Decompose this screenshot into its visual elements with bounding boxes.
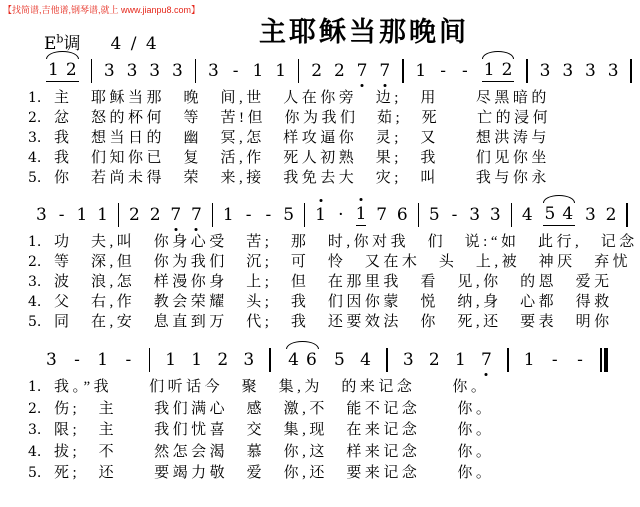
verse-number: 1.: [28, 234, 42, 250]
verse-text: 忿 怒的杯何 等 苦!但 你为我们 茹; 死 亡的浸何: [54, 110, 552, 126]
note: 3: [585, 61, 596, 81]
key-letter: E: [44, 34, 57, 54]
barline: [626, 203, 628, 227]
verse-number: 2.: [28, 400, 42, 417]
note: 2: [149, 205, 161, 225]
verse-text: 伤; 主 我们满心 感 激,不 能不记念 你。: [54, 400, 495, 417]
note: 4: [562, 204, 574, 224]
final-barline-thick: [604, 348, 608, 372]
note: 2: [65, 60, 77, 80]
note: 5: [428, 205, 440, 225]
note: 3: [103, 61, 115, 81]
barline: [195, 59, 197, 83]
verse-text: 我。”我 们听话今 聚 集,为 的来记念 你。: [54, 379, 490, 395]
music-line-3: [46, 343, 608, 377]
verse-text: 死; 还 要竭力敬 爱 你,还 要来记念 你。: [54, 465, 495, 481]
note: 3: [171, 61, 183, 81]
slur-group: [543, 204, 576, 226]
lyric-line: [28, 168, 551, 188]
lyric-line: [28, 108, 551, 128]
lyrics-system-2: [28, 232, 638, 332]
flat-accidental: b: [56, 32, 64, 46]
verse-text: 同 在,安 息直到万 代; 我 还要效法 你 死,还 要表 明你: [54, 314, 613, 330]
verse-text: 功 夫,叫 你身心受 苦; 那 时,你对我 们 说:“如 此行, 记念: [54, 234, 638, 250]
slur-group: [286, 350, 319, 370]
note: 6: [396, 205, 408, 225]
lyric-line: [28, 420, 494, 442]
barline: [402, 59, 404, 83]
note: -: [462, 61, 468, 81]
note: 2: [311, 61, 323, 81]
barline: [418, 203, 420, 227]
note: 3: [562, 61, 574, 81]
note: 5: [544, 204, 556, 224]
note: 3: [46, 350, 57, 370]
note: 3: [539, 61, 551, 81]
note: 1: [76, 205, 88, 225]
verse-number: 5.: [28, 314, 42, 330]
verse-number: 2.: [28, 110, 42, 126]
barline: [118, 203, 120, 227]
note: 5: [283, 205, 295, 225]
lyric-line: [28, 232, 638, 252]
note-high-octave: 1: [315, 205, 326, 225]
barline: [298, 59, 300, 83]
note: 3: [607, 61, 619, 81]
watermark-text: 【找简谱,吉他谱,钢琴谱,就上 www.jianpu8.com】: [3, 5, 201, 15]
note: 1: [165, 350, 177, 370]
note: 4: [288, 350, 299, 370]
note: 1: [483, 60, 495, 80]
barline: [507, 348, 509, 372]
note-low-octave: 7: [356, 61, 368, 81]
note: 2: [333, 61, 345, 81]
verse-number: 3.: [28, 274, 42, 290]
note: -: [551, 350, 558, 370]
note: 3: [207, 61, 219, 81]
key-suffix: 调: [63, 34, 81, 54]
note: 1: [275, 61, 287, 81]
note: -: [265, 205, 272, 225]
verse-text: 等 深,但 你为我们 沉; 可 怜 又在木 头 上,被 神厌 弃忧: [54, 254, 632, 270]
note: 3: [149, 61, 161, 81]
verse-number: 2.: [28, 254, 42, 270]
music-line-2: [36, 198, 628, 232]
verse-number: 4.: [28, 443, 42, 460]
note: 2: [428, 350, 440, 370]
note: 7: [376, 205, 388, 225]
note: 1: [191, 350, 203, 370]
verse-number: 3.: [28, 130, 42, 146]
note: 6: [305, 350, 317, 370]
note: 2: [605, 205, 617, 225]
note: -: [440, 61, 446, 81]
lyric-line: [28, 88, 551, 108]
verse-number: 1.: [28, 379, 42, 395]
time-signature: 4 / 4: [110, 34, 159, 54]
barline: [269, 348, 271, 372]
verse-number: 1.: [28, 90, 42, 106]
note: 5: [334, 350, 345, 370]
note: -: [58, 205, 65, 225]
barline: [212, 203, 214, 227]
note: 3: [243, 350, 255, 370]
note: 1: [97, 350, 109, 370]
barline: [630, 59, 632, 83]
verse-number: 5.: [28, 465, 42, 481]
note: 2: [501, 60, 513, 80]
note: 3: [126, 61, 138, 81]
verse-text: 拔; 不 然怎会渴 慕 你,这 样来记念 你。: [54, 443, 495, 460]
note: -: [577, 350, 583, 370]
note-high-octave: 1: [355, 204, 367, 224]
note: 1: [48, 60, 59, 80]
note: 3: [36, 205, 47, 225]
barline: [386, 348, 388, 372]
note: -: [451, 205, 458, 225]
final-barline-thin: [600, 348, 602, 372]
lyrics-system-1: [28, 88, 551, 188]
barline: [304, 203, 306, 227]
verse-text: 波 浪,怎 样漫你身 上; 但 在那里我 看 见,你 的恩 爱无: [54, 274, 613, 290]
note: 1: [252, 61, 264, 81]
page-title: 主耶稣当那晚间: [259, 17, 469, 47]
note: 3: [584, 205, 596, 225]
final-barline: [600, 348, 608, 372]
note: 3: [469, 205, 481, 225]
lyric-line: [28, 272, 638, 292]
lyric-line: [28, 312, 638, 332]
note-low-octave: 7: [190, 205, 202, 225]
note: -: [74, 350, 80, 370]
note-low-octave: 7: [379, 61, 391, 81]
slur-group: [46, 60, 79, 82]
verse-number: 4.: [28, 294, 42, 310]
barline: [91, 59, 93, 83]
lyrics-system-3: [28, 377, 494, 485]
lyric-line: [28, 148, 551, 168]
slur-group: [482, 60, 515, 82]
note: 3: [402, 350, 414, 370]
verse-text: 主 耶稣当那 晚 间,世 人在你旁 边; 用 尽黑暗的: [54, 90, 550, 106]
note: -: [245, 205, 252, 225]
note: 1: [454, 350, 466, 370]
note: 2: [129, 205, 140, 225]
barline: [511, 203, 513, 227]
barline: [526, 59, 528, 83]
verse-text: 你 若尚未得 荣 来,接 我免去大 灾; 叫 我与你永: [54, 170, 550, 186]
note: 1: [97, 205, 108, 225]
lyric-line: [28, 128, 551, 148]
note: 1: [222, 205, 234, 225]
lyric-line: [28, 442, 494, 464]
note: 4: [521, 205, 533, 225]
note: -: [125, 350, 132, 370]
verse-text: 我 想当日的 幽 冥,怎 样攻逼你 灵; 又 想洪涛与: [54, 130, 550, 146]
note: 1: [523, 350, 535, 370]
verse-text: 限; 主 我们忧喜 交 集,现 在来记念 你。: [54, 422, 495, 438]
barline: [149, 348, 151, 372]
note: 2: [217, 350, 229, 370]
verse-number: 4.: [28, 150, 42, 166]
note: 1: [415, 61, 427, 81]
lyric-line: [28, 292, 638, 312]
verse-number: 5.: [28, 170, 42, 186]
note: 3: [489, 205, 501, 225]
lyric-line: [28, 399, 494, 421]
verse-number: 3.: [28, 422, 42, 438]
note: 4: [360, 350, 371, 370]
note: ·: [338, 205, 344, 225]
verse-text: 我 们知你已 复 活,作 死人初熟 果; 我 们见你坐: [54, 150, 550, 166]
lyric-line: [28, 377, 494, 399]
lyric-line: [28, 463, 494, 485]
lyric-line: [28, 252, 638, 272]
verse-text: 父 右,作 教会荣耀 头; 我 们因你蒙 悦 纳,身 心都 得救: [54, 294, 613, 310]
note-low-octave: 7: [480, 350, 492, 370]
note: -: [232, 61, 239, 81]
music-line-1: [46, 54, 632, 88]
note-low-octave: 7: [170, 205, 182, 225]
